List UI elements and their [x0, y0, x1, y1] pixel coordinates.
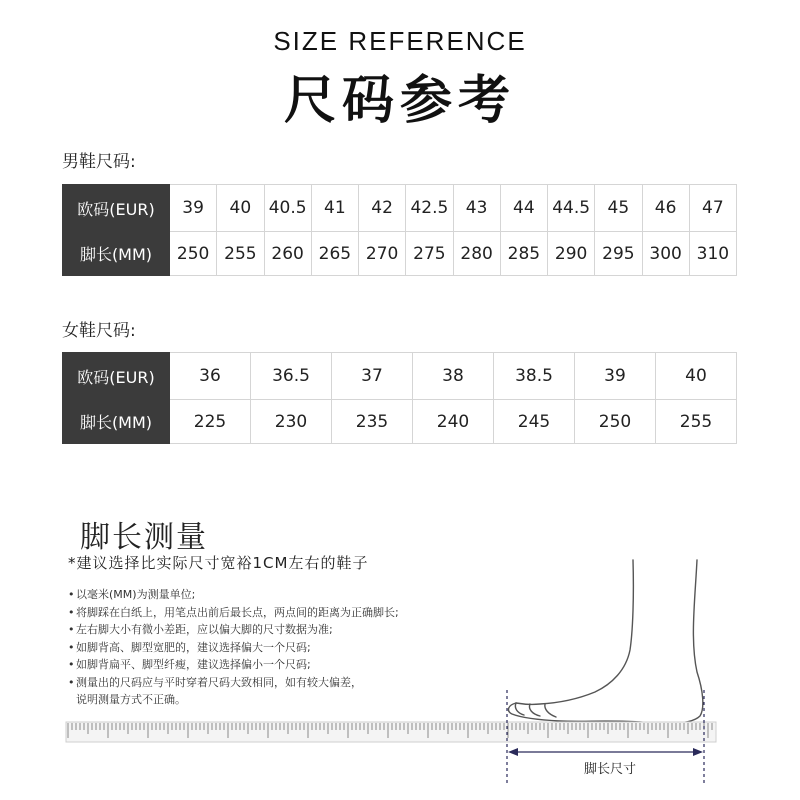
men-length-cell: 270 — [359, 232, 406, 276]
foot-outline-icon — [509, 560, 703, 724]
women-eur-header: 欧码(EUR) — [63, 353, 170, 400]
tip-text: 测量出的尺码应与平时穿着尺码大致相同，如有较大偏差， — [76, 675, 362, 689]
arrow-right-icon — [693, 748, 703, 756]
bullet-icon: • — [68, 658, 75, 671]
men-size-label: 男鞋尺码: — [62, 152, 136, 172]
men-length-cell: 265 — [311, 232, 358, 276]
men-length-header: 脚长(MM) — [63, 232, 170, 276]
women-eur-row — [63, 353, 737, 400]
men-eur-cell: 43 — [453, 185, 500, 232]
women-length-cell: 235 — [332, 400, 413, 444]
men-length-cell: 250 — [170, 232, 217, 276]
bullet-icon: • — [68, 640, 75, 654]
bullet-icon: • — [68, 675, 75, 689]
arrow-left-icon — [508, 748, 518, 756]
women-length-row — [63, 400, 737, 444]
women-length-cell: 240 — [413, 400, 494, 444]
women-eur-cell: 37 — [332, 353, 413, 400]
tip-text: 以毫米(MM)为测量单位; — [76, 588, 196, 601]
men-eur-cell: 44.5 — [548, 185, 595, 232]
men-length-cell: 290 — [548, 232, 595, 276]
women-eur-cell: 40 — [656, 353, 737, 400]
tip-item — [68, 674, 399, 692]
bullet-icon: • — [68, 605, 75, 619]
men-eur-cell: 39 — [170, 185, 217, 232]
men-length-cell: 295 — [595, 232, 642, 276]
measure-tips-list — [68, 586, 399, 709]
men-length-cell: 285 — [500, 232, 547, 276]
tip-text: 将脚踩在白纸上，用笔点出前后最长点，两点间的距离为正确脚长; — [76, 605, 399, 619]
women-eur-cell: 38.5 — [494, 353, 575, 400]
tip-item — [68, 639, 399, 657]
men-eur-cell: 40.5 — [264, 185, 311, 232]
tip-item — [68, 691, 399, 709]
women-eur-cell: 36.5 — [251, 353, 332, 400]
title-english: SIZE REFERENCE — [273, 26, 527, 56]
women-length-cell: 250 — [575, 400, 656, 444]
women-eur-cell: 39 — [575, 353, 656, 400]
men-eur-cell: 45 — [595, 185, 642, 232]
men-length-cell: 310 — [689, 232, 736, 276]
men-length-cell: 300 — [642, 232, 689, 276]
women-length-header: 脚长(MM) — [63, 400, 170, 444]
women-eur-cell: 36 — [170, 353, 251, 400]
women-eur-cell: 38 — [413, 353, 494, 400]
tip-text: 如脚背扁平、脚型纤瘦，建议选择偏小一个尺码; — [76, 658, 311, 671]
men-eur-cell: 42 — [359, 185, 406, 232]
tip-item — [68, 621, 399, 639]
tip-item — [68, 604, 399, 622]
men-length-cell: 260 — [264, 232, 311, 276]
measure-title: 脚长测量 — [80, 520, 208, 555]
men-eur-cell: 41 — [311, 185, 358, 232]
women-size-table — [62, 352, 737, 444]
tip-item — [68, 656, 399, 674]
men-eur-cell: 47 — [689, 185, 736, 232]
tip-text: 左右脚大小有微小差距，应以偏大脚的尺寸数据为准; — [76, 623, 333, 636]
measure-note: *建议选择比实际尺寸宽裕1CM左右的鞋子 — [68, 554, 369, 572]
men-eur-header: 欧码(EUR) — [63, 185, 170, 232]
men-size-table — [62, 184, 737, 276]
men-eur-cell: 42.5 — [406, 185, 453, 232]
bullet-icon: • — [68, 588, 75, 601]
women-length-cell: 255 — [656, 400, 737, 444]
men-eur-cell: 46 — [642, 185, 689, 232]
women-length-cell: 225 — [170, 400, 251, 444]
men-length-row — [63, 232, 737, 276]
women-size-label: 女鞋尺码: — [62, 321, 136, 341]
tip-item — [68, 586, 399, 604]
foot-length-label: 脚长尺寸 — [583, 762, 636, 777]
men-length-cell: 280 — [453, 232, 500, 276]
bullet-icon: • — [68, 623, 75, 636]
title-chinese: 尺码参考 — [283, 71, 516, 131]
women-length-cell: 245 — [494, 400, 575, 444]
women-length-cell: 230 — [251, 400, 332, 444]
men-eur-cell: 40 — [217, 185, 264, 232]
tip-text: 如脚背高、脚型宽肥的，建议选择偏大一个尺码; — [76, 640, 311, 654]
men-eur-row — [63, 185, 737, 232]
ruler-bar — [66, 722, 716, 742]
men-length-cell: 255 — [217, 232, 264, 276]
tip-text: 说明测量方式不正确。 — [76, 693, 186, 706]
men-eur-cell: 44 — [500, 185, 547, 232]
men-length-cell: 275 — [406, 232, 453, 276]
